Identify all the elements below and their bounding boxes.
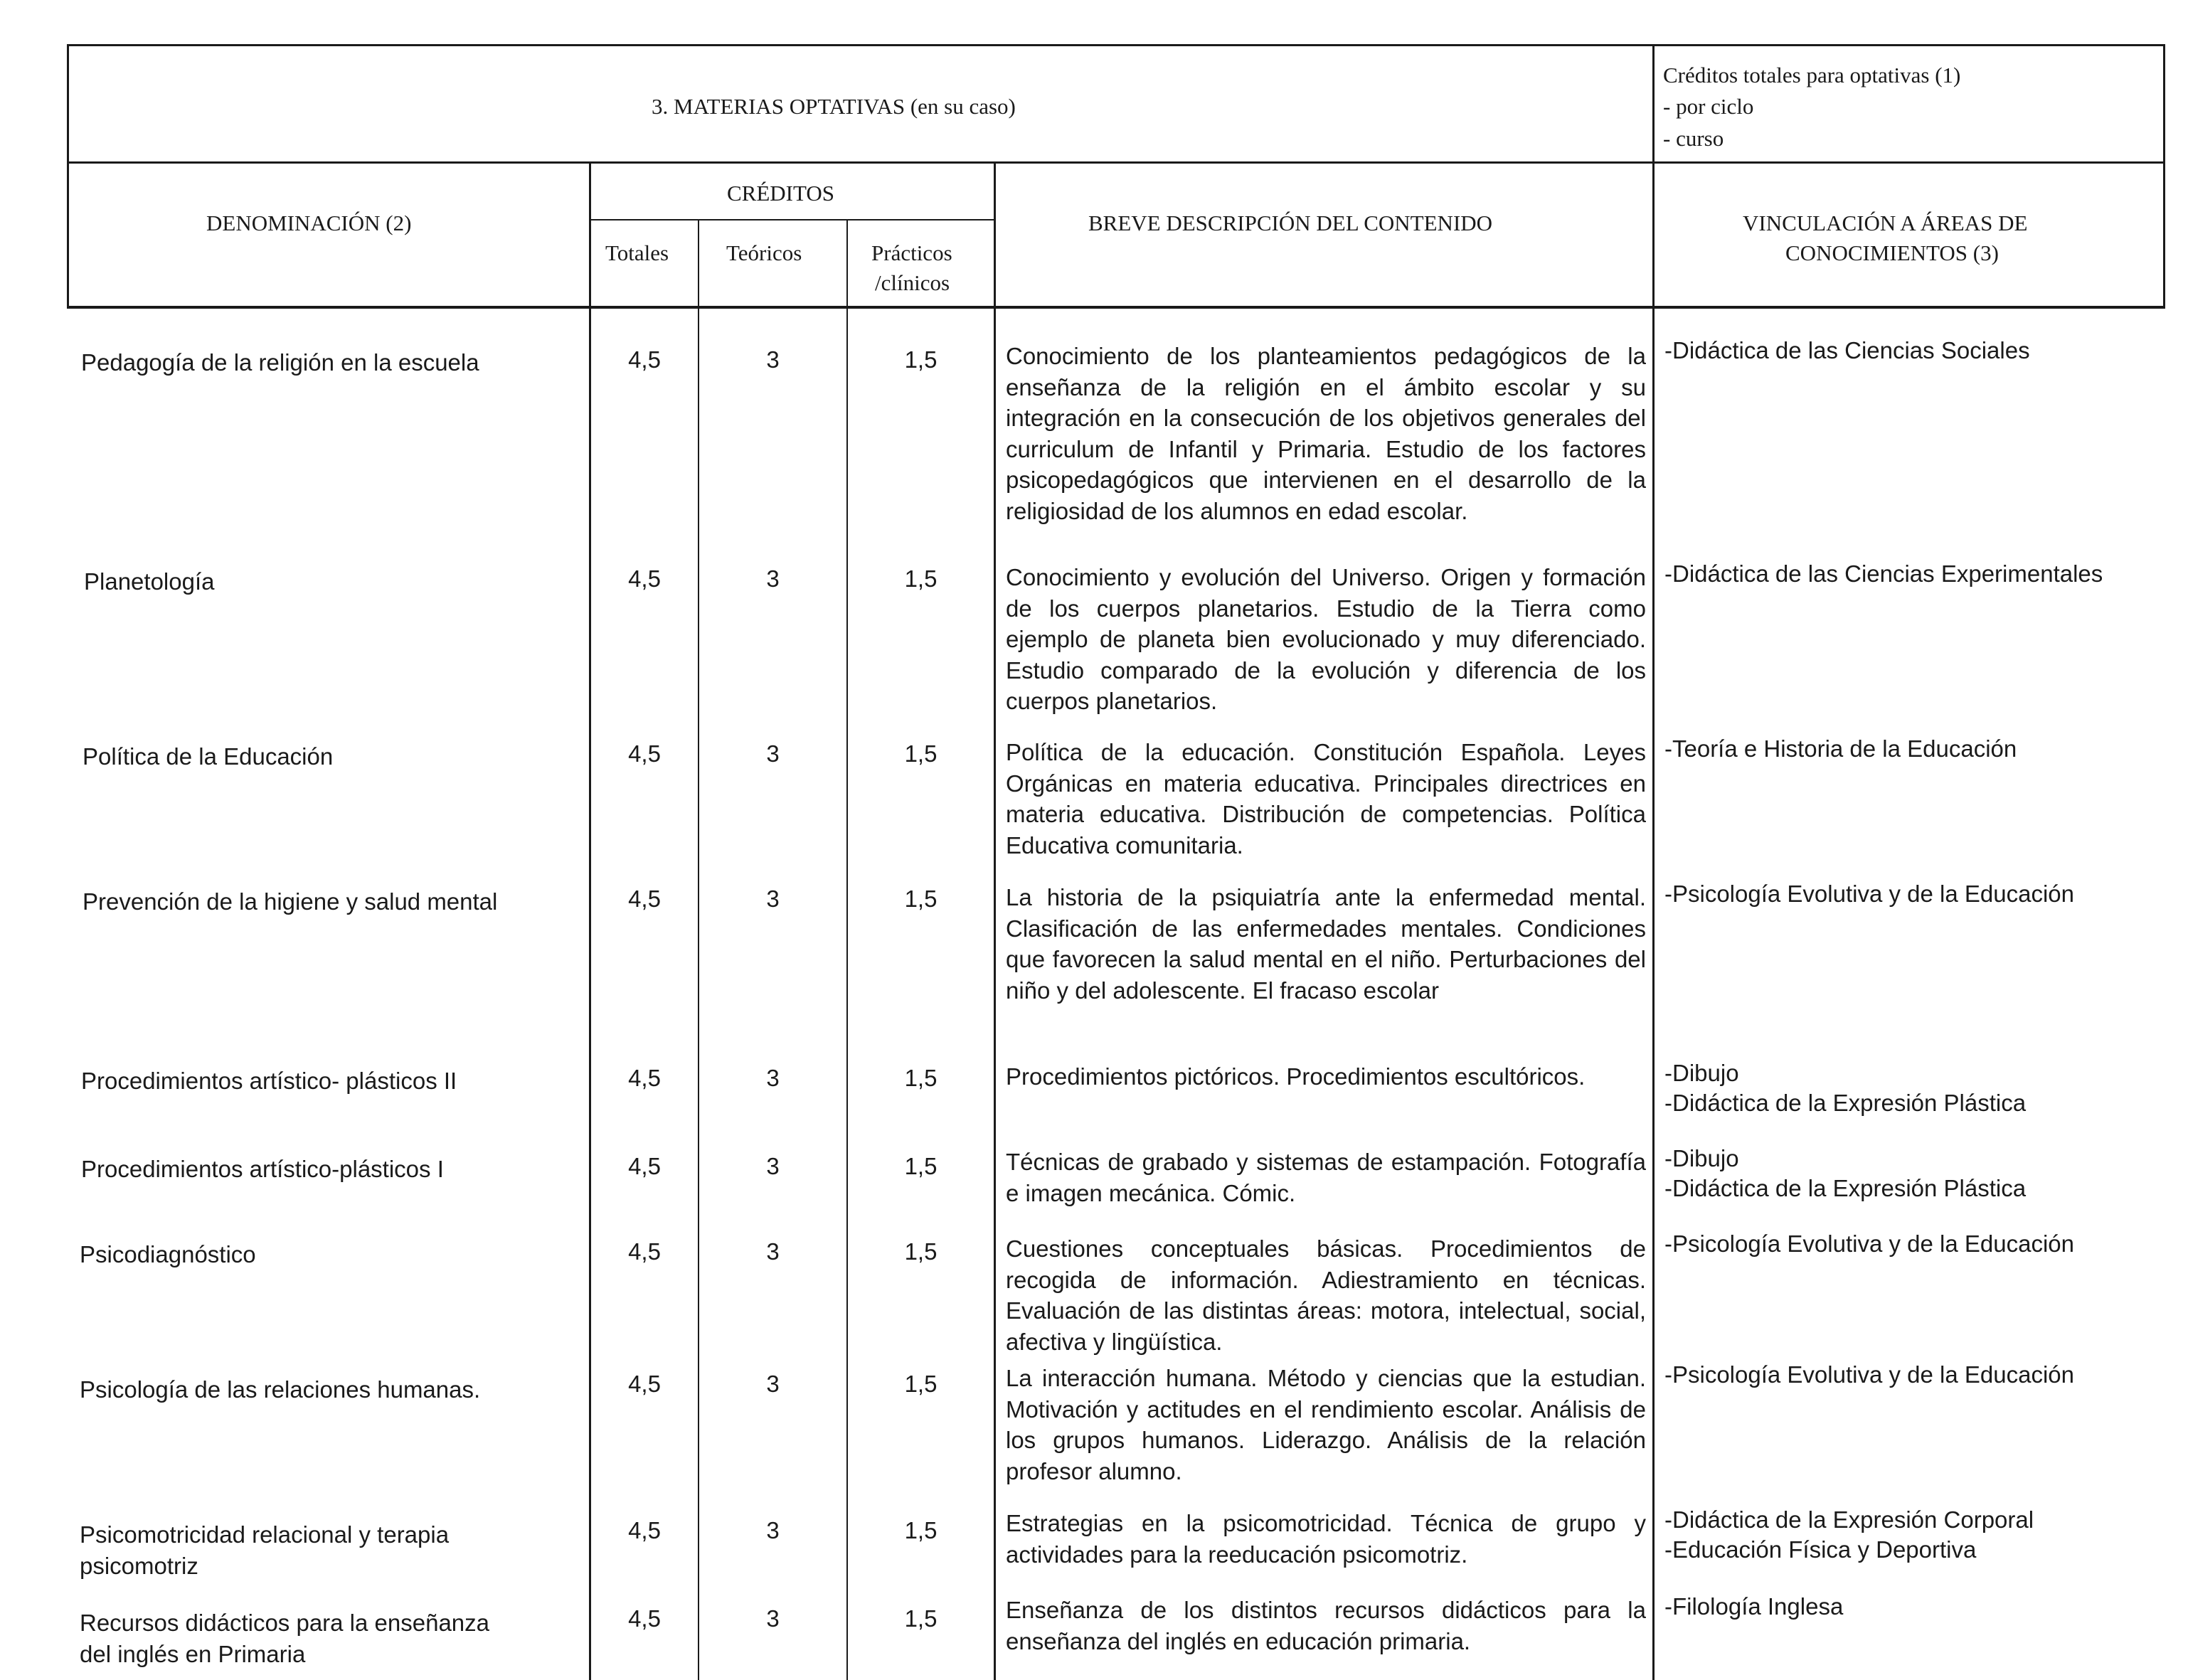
- row-description: Conocimiento y evolución del Universo. Origen y formación de los cuerpos planetarios. Estudio de la Tierra como ejemplo de planeta bien evolucionado y muy diferenciado. Estudio comparado de la evolución y diferencia de los cuerpos planetarios.: [1006, 564, 1646, 714]
- row-teoricos: 3: [766, 1065, 780, 1091]
- column-header-bottom: [67, 306, 2165, 309]
- row-area: -Psicología Evolutiva y de la Educación: [1664, 1361, 2074, 1388]
- credits-note-border: [1652, 44, 1655, 1680]
- row-name: Psicología de las relaciones humanas.: [80, 1376, 481, 1403]
- row-practicos: 1,5: [904, 1153, 938, 1179]
- row-teoricos: 3: [766, 886, 780, 912]
- row-name: Pedagogía de la religión en la escuela: [81, 349, 479, 376]
- row-practicos: 1,5: [904, 1517, 938, 1543]
- credits-note-line-1: Créditos totales para optativas (1): [1663, 63, 1961, 87]
- row-area: -Dibujo: [1664, 1060, 1739, 1086]
- row-teoricos: 3: [766, 1238, 780, 1265]
- row-name: Prevención de la higiene y salud mental: [83, 888, 498, 915]
- column-header-practicos-2: /clínicos: [875, 270, 950, 295]
- row-name: Recursos didácticos para la enseñanza: [80, 1610, 490, 1636]
- row-name: psicomotriz: [80, 1553, 198, 1579]
- totales-border: [698, 219, 699, 1680]
- row-description: La historia de la psiquiatría ante la enfermedad mental. Clasificación de las enfermedades mentales. Condiciones que favorecen la salud mental en el niño. Perturbaciones del niño y del adolescente. El fracaso escolar: [1006, 884, 1646, 1004]
- column-header-descripcion: BREVE DESCRIPCIÓN DEL CONTENIDO: [1088, 211, 1493, 235]
- row-area: -Didáctica de la Expresión Plástica: [1664, 1175, 2027, 1201]
- column-header-vinculacion-2: CONOCIMIENTOS (3): [1785, 240, 1999, 265]
- row-name: Política de la Educación: [83, 743, 334, 770]
- row-totales: 4,5: [628, 565, 661, 592]
- row-area: -Psicología Evolutiva y de la Educación: [1664, 881, 2074, 907]
- row-teoricos: 3: [766, 1371, 780, 1397]
- row-totales: 4,5: [628, 1153, 661, 1179]
- row-name: Planetología: [84, 568, 215, 595]
- row-description: Técnicas de grabado y sistemas de estampación. Fotografía e imagen mecánica. Cómic.: [1006, 1149, 1646, 1206]
- row-name: Psicodiagnóstico: [80, 1241, 256, 1267]
- row-totales: 4,5: [628, 1065, 661, 1091]
- row-area: -Filología Inglesa: [1664, 1593, 1844, 1620]
- row-totales: 4,5: [628, 1517, 661, 1543]
- row-name: Procedimientos artístico-plásticos I: [81, 1156, 444, 1182]
- row-practicos: 1,5: [904, 1371, 938, 1397]
- row-totales: 4,5: [628, 1371, 661, 1397]
- row-description: La interacción humana. Método y ciencias que la estudian. Motivación y actitudes en el rendimiento escolar. Análisis de los grupos humanos. Liderazgo. Análisis de la relación profesor alumno.: [1006, 1365, 1646, 1484]
- row-description: Cuestiones conceptuales básicas. Procedimientos de recogida de información. Adiestramiento en técnicas. Evaluación de las distintas áreas: motora, intelectual, social, afectiva y lingüística.: [1006, 1235, 1646, 1355]
- row-area: -Didáctica de las Ciencias Sociales: [1664, 337, 2030, 363]
- column-header-totales: Totales: [605, 240, 669, 265]
- row-description: Estrategias en la psicomotricidad. Técnica de grupo y actividades para la reeducación psicomotriz.: [1006, 1510, 1646, 1568]
- row-area: -Didáctica de las Ciencias Experimentales: [1664, 560, 2103, 587]
- row-practicos: 1,5: [904, 1238, 938, 1265]
- row-totales: 4,5: [628, 1238, 661, 1265]
- row-area: -Teoría e Historia de la Educación: [1664, 735, 2017, 762]
- column-header-creditos: CRÉDITOS: [727, 181, 835, 206]
- creditos-divider: [589, 219, 996, 220]
- column-header-vinculacion-1: VINCULACIÓN A ÁREAS DE: [1743, 211, 2028, 235]
- row-area: -Dibujo: [1664, 1145, 1739, 1171]
- row-area: -Educación Física y Deportiva: [1664, 1536, 1977, 1563]
- column-header-denominacion: DENOMINACIÓN (2): [206, 211, 412, 235]
- column-header-practicos-1: Prácticos: [871, 240, 952, 265]
- row-practicos: 1,5: [904, 1065, 938, 1091]
- row-description: Conocimiento de los planteamientos pedagógicos de la enseñanza de la religión en el ámbito escolar y su integración en la consecución de los objetivos generales del curriculum de Infantil y Primaria. Estudio de los factores psicopedagógicos que intervienen en el desarrollo de la religiosidad de los alumnos en edad escolar.: [1006, 343, 1646, 524]
- row-teoricos: 3: [766, 1605, 780, 1632]
- table-top-border: [67, 44, 2165, 46]
- row-name: del inglés en Primaria: [80, 1641, 306, 1667]
- section-title: 3. MATERIAS OPTATIVAS (en su caso): [652, 94, 1016, 119]
- row-totales: 4,5: [628, 346, 661, 373]
- column-header-teoricos: Teóricos: [726, 240, 802, 265]
- header-divider: [67, 161, 2165, 164]
- table-left-border: [67, 44, 69, 309]
- row-practicos: 1,5: [904, 346, 938, 373]
- row-practicos: 1,5: [904, 886, 938, 912]
- denominacion-border: [589, 161, 591, 1680]
- row-totales: 4,5: [628, 1605, 661, 1632]
- row-totales: 4,5: [628, 886, 661, 912]
- credits-note-line-3: - curso: [1663, 126, 1724, 151]
- row-totales: 4,5: [628, 740, 661, 767]
- table-right-border: [2163, 44, 2165, 309]
- row-area: -Didáctica de la Expresión Plástica: [1664, 1090, 2027, 1116]
- row-teoricos: 3: [766, 346, 780, 373]
- practicos-border: [994, 161, 996, 1680]
- row-area: -Psicología Evolutiva y de la Educación: [1664, 1230, 2074, 1257]
- row-practicos: 1,5: [904, 1605, 938, 1632]
- teoricos-border: [846, 219, 848, 1680]
- row-name: Psicomotricidad relacional y terapia: [80, 1521, 450, 1548]
- row-practicos: 1,5: [904, 740, 938, 767]
- row-teoricos: 3: [766, 565, 780, 592]
- row-teoricos: 3: [766, 1517, 780, 1543]
- row-description: Procedimientos pictóricos. Procedimientos escultóricos.: [1006, 1063, 1586, 1090]
- row-name: Procedimientos artístico- plásticos II: [81, 1068, 457, 1094]
- row-description: Enseñanza de los distintos recursos didácticos para la enseñanza del inglés en educación primaria.: [1006, 1597, 1646, 1654]
- row-teoricos: 3: [766, 740, 780, 767]
- credits-note-line-2: - por ciclo: [1663, 94, 1754, 119]
- row-area: -Didáctica de la Expresión Corporal: [1664, 1506, 2034, 1533]
- row-description: Política de la educación. Constitución Española. Leyes Orgánicas en materia educativa. Principales directrices en materia educativa. Distribución de competencias. Política Educativa comunitaria.: [1006, 739, 1646, 858]
- row-teoricos: 3: [766, 1153, 780, 1179]
- row-practicos: 1,5: [904, 565, 938, 592]
